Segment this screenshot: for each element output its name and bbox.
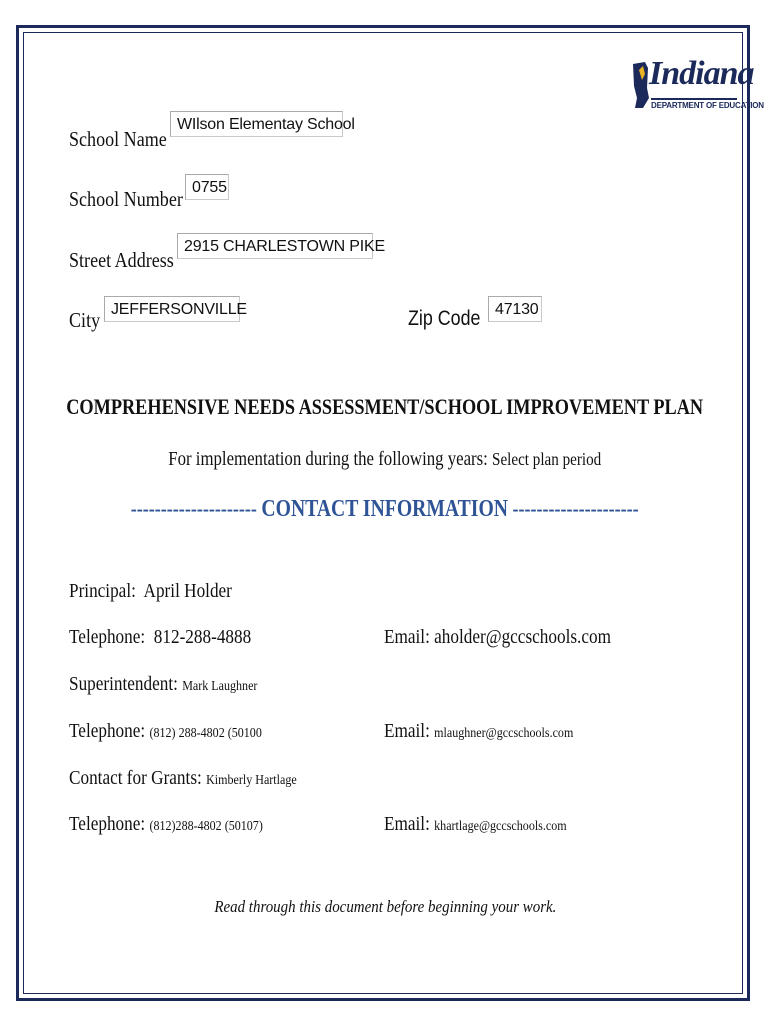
plan-title xyxy=(0,394,770,420)
grants-contact-name: Kimberly Hartlage xyxy=(206,773,297,788)
contact-information-heading xyxy=(0,496,770,523)
superintendent-phone-value: (812) 288-4802 (50100 xyxy=(149,726,262,741)
logo-rule xyxy=(651,98,737,100)
grants-phone-line xyxy=(69,813,263,836)
heading-dashes-left: --------------------- xyxy=(131,496,258,521)
plan-title-text: COMPREHENSIVE NEEDS ASSESSMENT/SCHOOL IMPROVEMENT PLAN xyxy=(66,394,704,419)
school-name-field[interactable]: WIlson Elementay School xyxy=(170,111,343,137)
superintendent-email-line xyxy=(384,720,573,743)
principal-label: Principal: xyxy=(69,580,136,602)
footer-note xyxy=(0,897,770,917)
zip-code-field[interactable]: 47130 xyxy=(488,296,542,322)
city-label: City xyxy=(69,308,101,332)
superintendent-name: Mark Laughner xyxy=(182,679,258,694)
school-name-label: School Name xyxy=(69,127,167,151)
heading-dashes-right: --------------------- xyxy=(512,496,639,521)
grants-email-line xyxy=(384,813,567,836)
grants-email-value[interactable]: khartlage@gccschools.com xyxy=(434,819,567,834)
principal-phone-line xyxy=(69,626,251,649)
logo-subtitle: DEPARTMENT OF EDUCATION xyxy=(651,101,764,110)
implementation-text: For implementation during the following years: xyxy=(168,448,489,470)
grants-contact-line xyxy=(69,767,297,790)
school-number-field[interactable]: 0755 xyxy=(185,174,229,200)
principal-email-label: Email: xyxy=(384,626,430,648)
grants-phone-value: (812)288-4802 (50107) xyxy=(149,819,263,834)
zip-code-label: Zip Code xyxy=(408,307,481,330)
city-field[interactable]: JEFFERSONVILLE xyxy=(104,296,240,322)
superintendent-email-value[interactable]: mlaughner@gccschools.com xyxy=(434,726,574,741)
street-address-field[interactable]: 2915 CHARLESTOWN PIKE xyxy=(177,233,373,259)
principal-name: April Holder xyxy=(143,580,232,602)
principal-email-line xyxy=(384,626,611,649)
principal-phone-label: Telephone: xyxy=(69,626,146,648)
superintendent-line xyxy=(69,673,257,696)
implementation-line xyxy=(0,448,770,471)
grants-email-label: Email: xyxy=(384,813,430,835)
logo-wordmark: Indiana xyxy=(649,55,754,92)
street-address-label: Street Address xyxy=(69,248,174,272)
footer-note-text: Read through this document before beginning your work. xyxy=(213,897,557,916)
superintendent-label: Superintendent: xyxy=(69,673,178,695)
superintendent-email-label: Email: xyxy=(384,720,430,742)
grants-phone-label: Telephone: xyxy=(69,813,146,835)
superintendent-phone-label: Telephone: xyxy=(69,720,146,742)
school-number-label: School Number xyxy=(69,187,183,211)
grants-contact-label: Contact for Grants: xyxy=(69,767,202,789)
principal-phone-value: 812-288-4888 xyxy=(153,626,252,648)
principal-line xyxy=(69,580,232,603)
principal-email-value[interactable]: aholder@gccschools.com xyxy=(434,626,611,648)
plan-period-select[interactable]: Select plan period xyxy=(492,449,602,469)
superintendent-phone-line xyxy=(69,720,262,743)
contact-information-text: CONTACT INFORMATION xyxy=(261,496,509,522)
